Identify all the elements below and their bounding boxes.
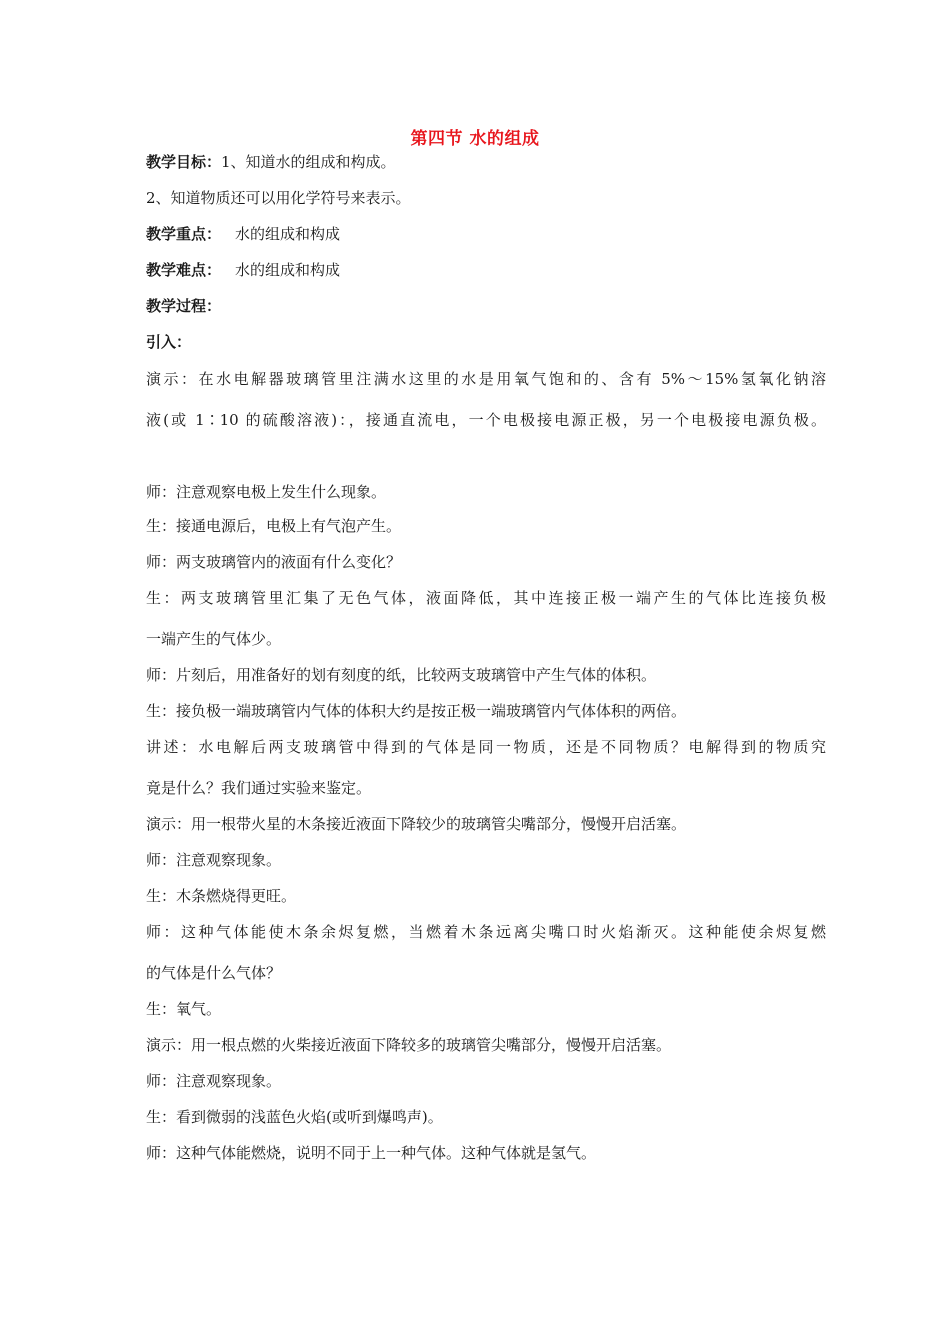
paragraph-line: 演示：用一根带火星的木条接近液面下降较少的玻璃管尖嘴部分，慢慢开启活塞。 bbox=[146, 815, 687, 833]
paragraph-line: 师：这种气体能使木条余烬复燃，当燃着木条远离尖嘴口时火焰渐灭。这种能使余烬复燃 bbox=[146, 923, 826, 941]
paragraph-line: 生：接负极一端玻璃管内气体的体积大约是按正极一端玻璃管内气体体积的两倍。 bbox=[146, 702, 687, 720]
paragraph-line: 竟是什么？我们通过实验来鉴定。 bbox=[146, 779, 372, 797]
paragraph-line: 师：两支玻璃管内的液面有什么变化？ bbox=[146, 553, 402, 571]
paragraph-line: 演示：在水电解器玻璃管里注满水这里的水是用氧气饱和的、含有 5%～15%氢氧化钠溶 bbox=[146, 370, 826, 388]
document-title: 第四节 水的组成 bbox=[410, 129, 540, 149]
paragraph-line: 液(或 1∶10 的硫酸溶液)：，接通直流电，一个电极接电源正极，另一个电极接电源负极。 bbox=[146, 411, 826, 429]
difficulty-line bbox=[146, 260, 826, 280]
paragraph-line: 生：看到微弱的浅蓝色火焰(或听到爆鸣声)。 bbox=[146, 1108, 443, 1126]
objectives-line bbox=[146, 152, 826, 172]
paragraph-line: 师：注意观察电极上发生什么现象。 bbox=[146, 483, 387, 501]
paragraph-line: 生：氧气。 bbox=[146, 1000, 222, 1018]
difficulty-text: 水的组成和构成 bbox=[235, 261, 341, 279]
difficulty-label: 教学难点： bbox=[146, 261, 222, 279]
objectives-label: 教学目标： bbox=[146, 153, 222, 171]
paragraph-line: 生：两支玻璃管里汇集了无色气体，液面降低，其中连接正极一端产生的气体比连接负极 bbox=[146, 589, 826, 607]
paragraph-line: 师：这种气体能燃烧，说明不同于上一种气体。这种气体就是氢气。 bbox=[146, 1144, 597, 1162]
paragraph-line: 师：片刻后，用准备好的划有刻度的纸，比较两支玻璃管中产生气体的体积。 bbox=[146, 666, 657, 684]
key-point-label: 教学重点： bbox=[146, 225, 222, 243]
objective-item-2: 2、知道物质还可以用化学符号来表示。 bbox=[146, 189, 411, 207]
paragraph-line: 讲述：水电解后两支玻璃管中得到的气体是同一物质，还是不同物质？电解得到的物质究 bbox=[146, 738, 826, 756]
intro-label: 引入： bbox=[146, 333, 192, 351]
key-point-line bbox=[146, 224, 826, 244]
paragraph-line: 演示：用一根点燃的火柴接近液面下降较多的玻璃管尖嘴部分，慢慢开启活塞。 bbox=[146, 1036, 672, 1054]
paragraph-line: 师：注意观察现象。 bbox=[146, 1072, 282, 1090]
paragraph-line: 生：木条燃烧得更旺。 bbox=[146, 887, 297, 905]
key-point-text: 水的组成和构成 bbox=[235, 225, 341, 243]
paragraph-line: 生：接通电源后，电极上有气泡产生。 bbox=[146, 517, 402, 535]
paragraph-line: 师：注意观察现象。 bbox=[146, 851, 282, 869]
paragraph-line: 的气体是什么气体？ bbox=[146, 964, 282, 982]
paragraph-line: 一端产生的气体少。 bbox=[146, 630, 282, 648]
objective-item-1: 1、知道水的组成和构成。 bbox=[221, 153, 396, 171]
process-label: 教学过程： bbox=[146, 297, 222, 315]
